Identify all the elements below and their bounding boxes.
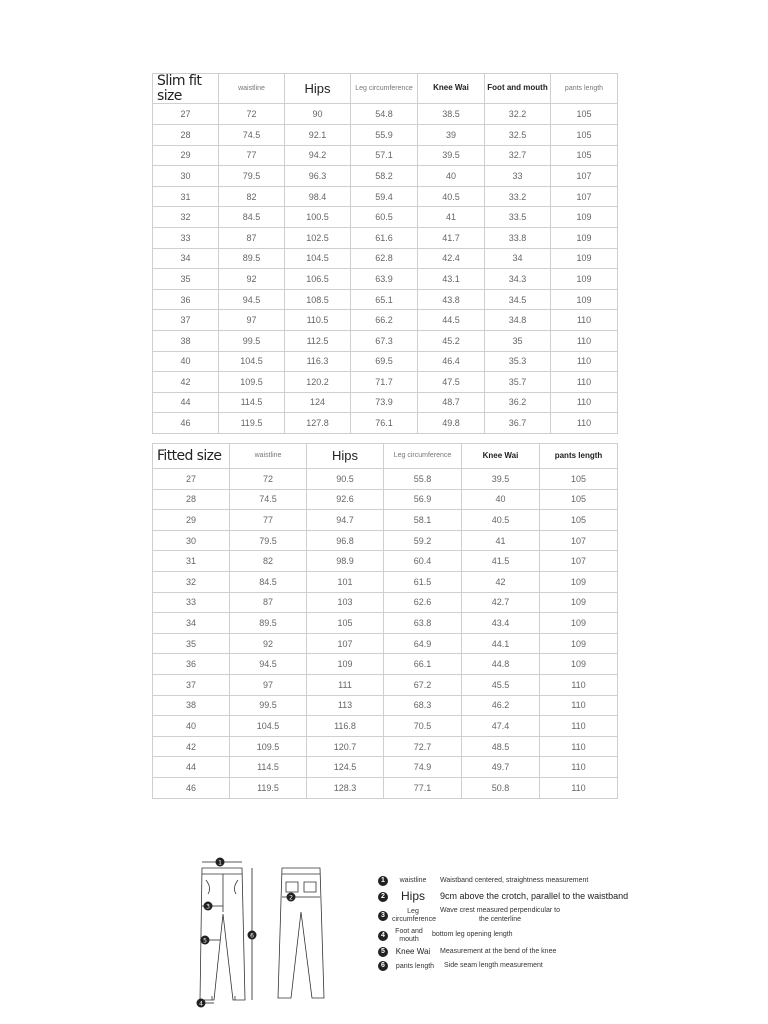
table-cell: 66.2 (351, 310, 418, 331)
table-cell: 60.5 (351, 207, 418, 228)
table-cell: 38.5 (418, 104, 485, 125)
table-row (153, 530, 618, 551)
table-cell: 34.5 (485, 289, 551, 310)
table-cell: 72 (219, 104, 285, 125)
table-cell: 108.5 (285, 289, 351, 310)
table-cell: 120.7 (307, 736, 384, 757)
table-cell: 39 (418, 124, 485, 145)
table-cell: 113 (307, 695, 384, 716)
header-hips: Hips (307, 444, 384, 469)
table-cell: 90.5 (307, 469, 384, 490)
table-cell: 77 (230, 510, 307, 531)
table-cell: 56.9 (384, 489, 462, 510)
table-cell: 96.8 (307, 530, 384, 551)
legend-number: 3 (378, 911, 388, 921)
table-row (153, 489, 618, 510)
marker-1 (216, 858, 225, 867)
table-cell: 39.5 (462, 469, 540, 490)
table-cell: 33.2 (485, 186, 551, 207)
table-cell: 94.2 (285, 145, 351, 166)
table-cell: 109 (540, 633, 618, 654)
legend-item-leg-circumference (378, 907, 638, 924)
table-cell: 46 (153, 413, 219, 434)
table-cell: 45.5 (462, 674, 540, 695)
table-cell: 32.2 (485, 104, 551, 125)
table-cell: 69.5 (351, 351, 418, 372)
table-cell: 110 (540, 757, 618, 778)
table-cell: 105 (551, 145, 618, 166)
table-cell: 45.2 (418, 330, 485, 351)
table-cell: 40.5 (418, 186, 485, 207)
table-cell: 77 (219, 145, 285, 166)
table-cell: 105 (540, 510, 618, 531)
header-hips: Hips (285, 74, 351, 104)
legend-description: Waistband centered, straightness measurement (440, 876, 589, 884)
table-row (153, 571, 618, 592)
table-cell: 58.1 (384, 510, 462, 531)
svg-text:6: 6 (250, 932, 254, 940)
table-row (153, 269, 618, 290)
table-cell: 40 (153, 716, 230, 737)
table-cell: 27 (153, 104, 219, 125)
table-cell: 33.8 (485, 227, 551, 248)
table-cell: 58.2 (351, 166, 418, 187)
table-cell: 63.9 (351, 269, 418, 290)
table-cell: 74.5 (230, 489, 307, 510)
table-cell: 60.4 (384, 551, 462, 572)
table-cell: 72 (230, 469, 307, 490)
table-cell: 54.8 (351, 104, 418, 125)
legend-label: Leg circumference (392, 907, 436, 923)
table-cell: 107 (540, 530, 618, 551)
header-waistline: waistline (219, 74, 285, 104)
table-cell: 57.1 (351, 145, 418, 166)
table-cell: 101 (307, 571, 384, 592)
table-cell: 35 (153, 633, 230, 654)
table-cell: 67.2 (384, 674, 462, 695)
table-cell: 41 (462, 530, 540, 551)
table-cell: 114.5 (230, 757, 307, 778)
table-cell: 99.5 (230, 695, 307, 716)
table-row (153, 372, 618, 393)
table-cell: 97 (219, 310, 285, 331)
table-cell: 31 (153, 551, 230, 572)
svg-text:4: 4 (199, 1000, 203, 1008)
legend-item-knee (378, 947, 638, 957)
marker-5 (201, 936, 210, 945)
table-row (153, 510, 618, 531)
svg-text:1: 1 (218, 859, 222, 867)
table-cell: 38 (153, 330, 219, 351)
table-row (153, 654, 618, 675)
table-cell: 72.7 (384, 736, 462, 757)
table-cell: 49.7 (462, 757, 540, 778)
table-cell: 35.7 (485, 372, 551, 393)
table-cell: 82 (230, 551, 307, 572)
table-cell: 87 (219, 227, 285, 248)
table-cell: 44.1 (462, 633, 540, 654)
table-cell: 37 (153, 674, 230, 695)
table-cell: 61.6 (351, 227, 418, 248)
table-cell: 76.1 (351, 413, 418, 434)
table-cell: 94.5 (230, 654, 307, 675)
table-cell: 55.8 (384, 469, 462, 490)
legend-label: waistline (399, 877, 427, 885)
legend-label: pants length (395, 962, 435, 970)
table-row (153, 736, 618, 757)
header-knee: Knee Wai (418, 74, 485, 104)
table-cell: 109 (540, 613, 618, 634)
table-cell: 42 (153, 736, 230, 757)
legend-description: 9cm above the crotch, parallel to the waistband (440, 891, 629, 902)
table-cell: 82 (219, 186, 285, 207)
table-cell: 105 (540, 489, 618, 510)
table-row (153, 469, 618, 490)
table-cell: 65.1 (351, 289, 418, 310)
table-cell: 100.5 (285, 207, 351, 228)
table-cell: 119.5 (230, 777, 307, 798)
table-cell: 104.5 (285, 248, 351, 269)
table-row (153, 166, 618, 187)
marker-2 (287, 893, 296, 902)
table-cell: 47.5 (418, 372, 485, 393)
table-cell: 68.3 (384, 695, 462, 716)
measurement-legend (378, 876, 638, 975)
table-cell: 28 (153, 124, 219, 145)
table-cell: 104.5 (219, 351, 285, 372)
table-cell: 107 (307, 633, 384, 654)
table-cell: 96.3 (285, 166, 351, 187)
table-cell: 102.5 (285, 227, 351, 248)
table-row (153, 613, 618, 634)
table-cell: 36 (153, 289, 219, 310)
table-cell: 105 (540, 469, 618, 490)
table-row (153, 227, 618, 248)
table-cell: 74.5 (219, 124, 285, 145)
table-cell: 110 (551, 330, 618, 351)
table-cell: 40 (462, 489, 540, 510)
table-cell: 92.6 (307, 489, 384, 510)
table-cell: 33 (485, 166, 551, 187)
table-row (153, 330, 618, 351)
table-row (153, 248, 618, 269)
fitted-size-table (152, 443, 618, 799)
table-cell: 110 (551, 351, 618, 372)
table-cell: 49.8 (418, 413, 485, 434)
table-cell: 42 (462, 571, 540, 592)
table-cell: 109 (551, 289, 618, 310)
table-cell: 34 (485, 248, 551, 269)
table-cell: 109 (551, 248, 618, 269)
svg-text:2: 2 (289, 894, 293, 902)
table-cell: 79.5 (219, 166, 285, 187)
table-cell: 62.6 (384, 592, 462, 613)
table-cell: 32 (153, 571, 230, 592)
legend-number: 1 (378, 876, 388, 886)
table-cell: 120.2 (285, 372, 351, 393)
table-row (153, 104, 618, 125)
table-cell: 48.7 (418, 392, 485, 413)
table-cell: 84.5 (230, 571, 307, 592)
table-row (153, 674, 618, 695)
table-cell: 109 (307, 654, 384, 675)
table-cell: 39.5 (418, 145, 485, 166)
table-cell: 105 (551, 124, 618, 145)
table-cell: 116.8 (307, 716, 384, 737)
table-cell: 90 (285, 104, 351, 125)
table-header-row (153, 444, 618, 469)
table-cell: 106.5 (285, 269, 351, 290)
table-cell: 36 (153, 654, 230, 675)
marker-4 (197, 999, 206, 1008)
table-cell: 67.3 (351, 330, 418, 351)
table-cell: 70.5 (384, 716, 462, 737)
table-row (153, 757, 618, 778)
table-cell: 110 (540, 695, 618, 716)
table-cell: 109 (551, 207, 618, 228)
table-cell: 92.1 (285, 124, 351, 145)
front-pants-outline (200, 868, 245, 1000)
table-cell: 59.2 (384, 530, 462, 551)
back-pants-outline (278, 868, 324, 998)
table-cell: 116.3 (285, 351, 351, 372)
table-row (153, 207, 618, 228)
table-cell: 111 (307, 674, 384, 695)
table-cell: 36.7 (485, 413, 551, 434)
table-row (153, 716, 618, 737)
table-cell: 109.5 (219, 372, 285, 393)
table-cell: 34.8 (485, 310, 551, 331)
table-cell: 71.7 (351, 372, 418, 393)
table-cell: 63.8 (384, 613, 462, 634)
table-row (153, 351, 618, 372)
table-cell: 110 (540, 674, 618, 695)
table-cell: 74.9 (384, 757, 462, 778)
table-cell: 119.5 (219, 413, 285, 434)
table-cell: 107 (540, 551, 618, 572)
table-cell: 40 (418, 166, 485, 187)
table-cell: 55.9 (351, 124, 418, 145)
table-row (153, 777, 618, 798)
table-cell: 29 (153, 510, 230, 531)
table-cell: 40 (153, 351, 219, 372)
table-row (153, 551, 618, 572)
table-cell: 46.2 (462, 695, 540, 716)
table-cell: 43.8 (418, 289, 485, 310)
table-cell: 35.3 (485, 351, 551, 372)
table-cell: 34 (153, 613, 230, 634)
table-cell: 30 (153, 530, 230, 551)
svg-text:3: 3 (206, 903, 210, 911)
table-cell: 66.1 (384, 654, 462, 675)
table-cell: 98.4 (285, 186, 351, 207)
legend-description: bottom leg opening length (432, 931, 513, 939)
table-row (153, 633, 618, 654)
table-cell: 31 (153, 186, 219, 207)
table-cell: 46.4 (418, 351, 485, 372)
table-cell: 32.7 (485, 145, 551, 166)
table-row (153, 124, 618, 145)
header-pants-length: pants length (551, 74, 618, 104)
table-cell: 110 (551, 372, 618, 393)
table-header-row (153, 74, 618, 104)
table-cell: 35 (153, 269, 219, 290)
table-cell: 92 (219, 269, 285, 290)
table-cell: 62.8 (351, 248, 418, 269)
table-cell: 105 (307, 613, 384, 634)
slim-fit-size-table (152, 73, 618, 434)
header-size: Slim fit size (153, 74, 219, 104)
svg-text:5: 5 (203, 937, 207, 945)
table-cell: 38 (153, 695, 230, 716)
table-cell: 34.3 (485, 269, 551, 290)
marker-6 (248, 931, 257, 940)
table-cell: 35 (485, 330, 551, 351)
header-leg-circumference: Leg circumference (351, 74, 418, 104)
legend-item-waistline (378, 876, 638, 886)
table-cell: 98.9 (307, 551, 384, 572)
table-row (153, 592, 618, 613)
legend-number: 2 (378, 892, 388, 902)
table-cell: 47.4 (462, 716, 540, 737)
table-cell: 109.5 (230, 736, 307, 757)
table-cell: 92 (230, 633, 307, 654)
legend-number: 6 (378, 961, 388, 971)
table-cell: 29 (153, 145, 219, 166)
table-cell: 48.5 (462, 736, 540, 757)
table-cell: 87 (230, 592, 307, 613)
table-cell: 97 (230, 674, 307, 695)
table-cell: 50.8 (462, 777, 540, 798)
table-cell: 33.5 (485, 207, 551, 228)
table-cell: 110.5 (285, 310, 351, 331)
table-cell: 37 (153, 310, 219, 331)
table-cell: 28 (153, 489, 230, 510)
legend-description: Wave crest measured perpendicular to the centerline (440, 907, 560, 923)
table-cell: 41.7 (418, 227, 485, 248)
header-waistline: waistline (230, 444, 307, 469)
header-knee: Knee Wai (462, 444, 540, 469)
table-cell: 43.4 (462, 613, 540, 634)
table-cell: 89.5 (230, 613, 307, 634)
table-cell: 64.9 (384, 633, 462, 654)
table-cell: 127.8 (285, 413, 351, 434)
table-cell: 44.8 (462, 654, 540, 675)
table-cell: 114.5 (219, 392, 285, 413)
table-cell: 46 (153, 777, 230, 798)
table-cell: 59.4 (351, 186, 418, 207)
table-cell: 42.7 (462, 592, 540, 613)
legend-item-foot-mouth (378, 928, 638, 943)
table-cell: 30 (153, 166, 219, 187)
table-cell: 44.5 (418, 310, 485, 331)
header-size: Fitted size (153, 444, 230, 469)
table-cell: 110 (540, 777, 618, 798)
header-pants-length: pants length (540, 444, 618, 469)
table-cell: 43.1 (418, 269, 485, 290)
table-cell: 42 (153, 372, 219, 393)
table-cell: 107 (551, 166, 618, 187)
table-row (153, 145, 618, 166)
table-cell: 61.5 (384, 571, 462, 592)
legend-item-hips (378, 890, 638, 903)
table-cell: 42.4 (418, 248, 485, 269)
table-cell: 27 (153, 469, 230, 490)
table-cell: 104.5 (230, 716, 307, 737)
table-cell: 36.2 (485, 392, 551, 413)
pants-measurement-diagram (190, 850, 340, 1010)
table-cell: 109 (540, 571, 618, 592)
table-cell: 44 (153, 757, 230, 778)
table-cell: 105 (551, 104, 618, 125)
table-cell: 41 (418, 207, 485, 228)
table-cell: 34 (153, 248, 219, 269)
table-cell: 33 (153, 592, 230, 613)
table-cell: 107 (551, 186, 618, 207)
table-cell: 110 (551, 392, 618, 413)
header-foot-mouth: Foot and mouth (485, 74, 551, 104)
table-cell: 112.5 (285, 330, 351, 351)
table-cell: 41.5 (462, 551, 540, 572)
table-cell: 124 (285, 392, 351, 413)
legend-label: Foot and mouth (395, 927, 423, 943)
table-cell: 109 (551, 227, 618, 248)
legend-label: Hips (400, 889, 425, 903)
table-row (153, 289, 618, 310)
table-cell: 110 (551, 413, 618, 434)
table-cell: 110 (540, 736, 618, 757)
legend-description: Side seam length measurement (444, 962, 543, 970)
table-cell: 77.1 (384, 777, 462, 798)
table-cell: 32.5 (485, 124, 551, 145)
table-cell: 99.5 (219, 330, 285, 351)
table-cell: 109 (540, 654, 618, 675)
legend-number: 5 (378, 947, 388, 957)
header-leg-circumference: Leg circumference (384, 444, 462, 469)
table-cell: 128.3 (307, 777, 384, 798)
table-cell: 32 (153, 207, 219, 228)
legend-label: Knee Wai (395, 946, 431, 956)
table-row (153, 186, 618, 207)
table-cell: 33 (153, 227, 219, 248)
table-row (153, 310, 618, 331)
table-cell: 44 (153, 392, 219, 413)
table-cell: 73.9 (351, 392, 418, 413)
table-cell: 109 (540, 592, 618, 613)
table-cell: 84.5 (219, 207, 285, 228)
table-cell: 89.5 (219, 248, 285, 269)
table-cell: 40.5 (462, 510, 540, 531)
table-cell: 109 (551, 269, 618, 290)
legend-item-pants-length (378, 961, 638, 971)
table-cell: 79.5 (230, 530, 307, 551)
marker-3 (204, 902, 213, 911)
table-cell: 110 (551, 310, 618, 331)
table-row (153, 392, 618, 413)
table-cell: 94.7 (307, 510, 384, 531)
table-cell: 124.5 (307, 757, 384, 778)
table-row (153, 413, 618, 434)
legend-number: 4 (378, 931, 388, 941)
table-cell: 110 (540, 716, 618, 737)
table-cell: 94.5 (219, 289, 285, 310)
table-row (153, 695, 618, 716)
legend-description: Measurement at the bend of the knee (440, 948, 557, 956)
table-cell: 103 (307, 592, 384, 613)
